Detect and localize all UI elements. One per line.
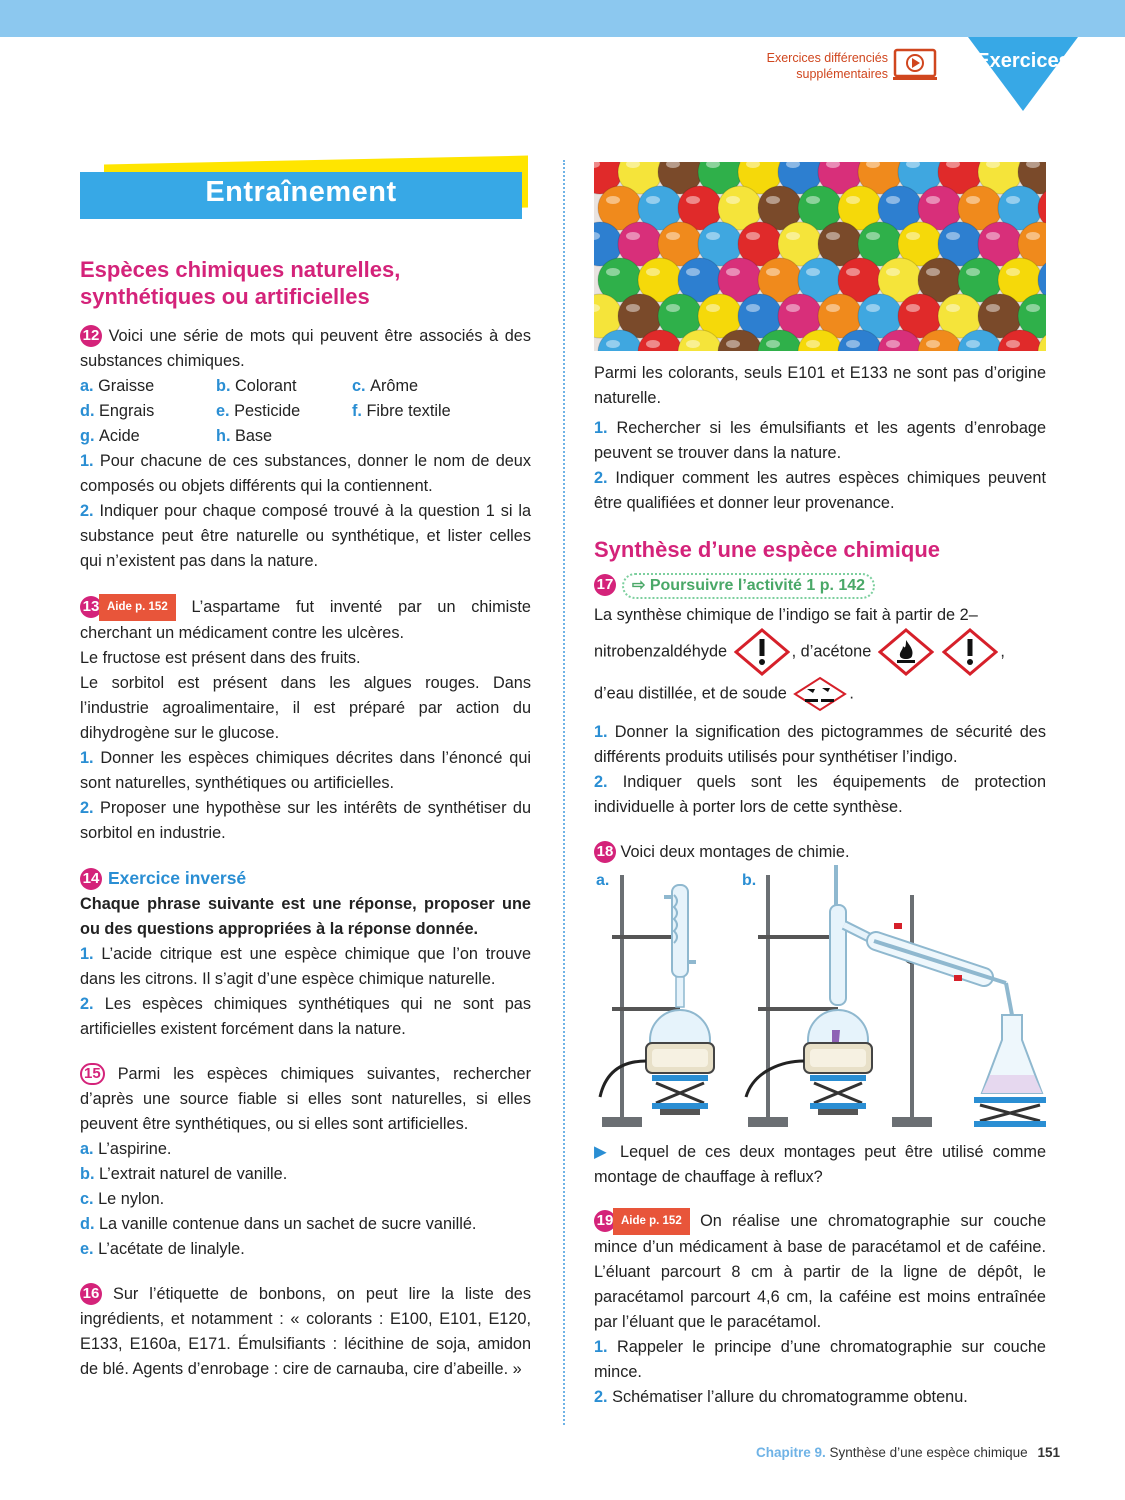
list-item: d. La vanille contenue dans un sachet de sucre vanillé.	[80, 1215, 477, 1233]
question-1: 1. Rechercher si les émulsifiants et les agents d’enrobage peuvent se trouver dans la nature.	[594, 419, 1046, 462]
exercise-number: 19	[594, 1210, 616, 1232]
question-2: 2. Proposer une hypothèse sur les intérêts de synthétiser du sorbitol en industrie.	[80, 799, 531, 842]
footer-chapter: Chapitre 9.	[756, 1445, 826, 1460]
corrosive-icon	[793, 676, 847, 712]
section-title: Espèces chimiques naturelles, synthétiques ou artificielles	[80, 257, 401, 309]
exercise-17: 17 ⇨ Poursuivre l’activité 1 p. 142 La synthèse chimique de l’indigo se fait à partir de 2– nitrobenzaldéhyde , d’acétone , d’eau distillée, et de soude . 1. Donner la signification des pictogrammes de sécurité des différents produits utilisés pour synthétiser l’indigo. 2. Indiquer quels sont les équipements de protection individuelle à porter lors de cette synthèse.	[594, 573, 1046, 820]
list-item: b. L’extrait naturel de vanille.	[80, 1165, 288, 1183]
extra-exercises-link[interactable]	[740, 50, 888, 82]
setup-a-label: a.	[596, 872, 610, 889]
exercise-number: 17	[594, 574, 616, 596]
list-item: c. Le nylon.	[80, 1190, 165, 1208]
question-1: 1. L’acide citrique est une espèce chimique que l’on trouve dans les citrons. Il s’agit d’une espèce chimique naturelle.	[80, 945, 532, 988]
exercise-number: 13	[80, 596, 102, 618]
footer-title: Synthèse d’une espèce chimique	[829, 1445, 1028, 1460]
question-2: 2. Indiquer comment les autres espèces chimiques peuvent être qualifiées et donner leur provenance.	[594, 469, 1046, 512]
question-1: 1. Pour chacune de ces substances, donner le nom de deux composés ou objets différents qui la contiennent.	[80, 452, 531, 495]
extra-line2: supplémentaires	[796, 67, 888, 81]
list-item: e. L’acétate de linalyle.	[80, 1240, 245, 1258]
page-number: 151	[1037, 1445, 1060, 1460]
exercise-16-continued: Parmi les colorants, seuls E101 et E133 ne sont pas d’origine naturelle. 1. Rechercher si les émulsifiants et les agents d’enrobage peuvent se trouver dans la nature. 2. Indiquer comment les autres espèces chimiques peuvent être qualifiées et donner leur provenance.	[594, 361, 1046, 516]
exercise-18: 18 Voici deux montages de chimie. a. b. ▶ Lequel de ces deux montages peut être utilisé comme montage de chauffage à reflux?	[594, 840, 1046, 1190]
exercise-intro: Voici une série de mots qui peuvent être associés à des substances chimiques.	[80, 327, 532, 370]
extra-line1: Exercices différenciés	[766, 51, 888, 65]
question-2: 2. Schématiser l’allure du chromatogramme obtenu.	[594, 1388, 968, 1406]
exclamation-hazard-icon	[942, 628, 998, 676]
exercise-12: 12 Voici une série de mots qui peuvent être associés à des substances chimiques. a. Graisse b. Colorant c. Arôme d. Engrais e. Pesticide f. Fibre textile g. Acide h. Base 1. Pour chacune de ces substances, donner le nom de deux composés ou objets différents qui la contiennent. 2. Indiquer pour chaque composé trouvé à la question 1 si la substance peut être naturelle ou synthétique, et lister celles qui n’existent pas dans la nature.	[80, 324, 531, 574]
flammable-flame-icon	[878, 628, 934, 676]
exercise-text: Le sorbitol est présent dans les algues rouges. Dans l’industrie agroalimentaire, il est préparé par action du dihydrogène sur le glucose.	[80, 674, 531, 742]
exercise-text: Le fructose est présent dans des fruits.	[80, 649, 361, 667]
help-badge[interactable]: Aide p. 152	[613, 1208, 690, 1235]
exercise-number: 14	[80, 868, 102, 890]
exercise-question: ▶ Lequel de ces deux montages peut être utilisé comme montage de chauffage à reflux?	[594, 1143, 1046, 1186]
exercise-13: 13 Aide p. 152 L’aspartame fut inventé par un chimiste cherchant un médicament contre les ulcères. Le fructose est présent dans des fruits. Le sorbitol est présent dans les algues rouges. Dans l’industrie agroalimentaire, il est préparé par action du dihydrogène sur le glucose. 1. Donner les espèces chimiques décrites dans l’énoncé qui sont naturelles, synthétiques ou artificielles. 2. Proposer une hypothèse sur les intérêts de synthétiser du sorbitol en industrie.	[80, 594, 531, 846]
question-2: 2. Indiquer pour chaque composé trouvé à la question 1 si la substance peut être naturelle ou synthétique, et lister celles qui n’existent pas dans la nature.	[80, 502, 532, 570]
question-1: 1. Rappeler le principe d’une chromatographie sur couche mince.	[594, 1338, 1046, 1381]
candies-photo	[594, 162, 1046, 351]
question-1: 1. Donner la signification des pictogrammes de sécurité des différents produits utilisés pour synthétiser l’indigo.	[594, 723, 1047, 766]
health-hazard-exclamation-icon	[734, 628, 790, 676]
left-column	[80, 162, 531, 1382]
setup-b	[746, 865, 1046, 1127]
setup-b-label: b.	[742, 872, 757, 889]
banner-title: Entraînement	[205, 176, 397, 208]
exercise-number: 12	[80, 325, 102, 347]
exercise-instruction: Chaque phrase suivante est une réponse, proposer une ou des questions appropriées à la réponse donnée.	[80, 895, 531, 938]
exercise-19: 19 Aide p. 152 On réalise une chromatographie sur couche mince d’un médicament à base de paracétamol et de caféine. L’éluant parcourt 8 cm à partir de la ligne de dépôt, le paracétamol parcourt 4,6 cm, la caféine est moins entraînée par l’éluant que le paracétamol. 1. Rappeler le principe d’une chromatographie sur couche mince. 2. Schématiser l’allure du chromatogramme obtenu.	[594, 1208, 1046, 1410]
exercise-number: 15	[80, 1063, 105, 1085]
setup-a	[600, 875, 714, 1127]
section-title: Synthèse d’une espèce chimique	[594, 537, 941, 562]
question-2: 2. Indiquer quels sont les équipements de protection individuelle à porter lors de cette synthèse.	[594, 773, 1047, 816]
question-2: 2. Les espèces chimiques synthétiques qui ne sont pas artificielles existent forcément dans la nature.	[80, 995, 531, 1038]
exercise-number: 16	[80, 1283, 102, 1305]
exercices-tab[interactable]: Exercices	[976, 50, 1070, 72]
list-item: a. L’aspirine.	[80, 1140, 172, 1158]
right-column	[594, 162, 1046, 1410]
activity-link[interactable]: ⇨ Poursuivre l’activité 1 p. 142	[622, 573, 875, 599]
help-badge[interactable]: Aide p. 152	[99, 594, 176, 621]
page-footer	[756, 1445, 1060, 1460]
exercise-15: 15 Parmi les espèces chimiques suivantes, rechercher d’après une source fiable si elles sont naturelles, si elles peuvent être synthétiques, ou si elles sont artificielles. a. L’aspirine. b. L’extrait naturel de vanille. c. Le nylon. d. La vanille contenue dans un sachet de sucre vanillé. e. L’acétate de linalyle.	[80, 1062, 531, 1262]
exercise-title: Exercice inversé	[108, 868, 247, 888]
exercices-tab-shape	[968, 37, 1078, 111]
entrainement-banner	[80, 162, 531, 220]
video-screen-icon[interactable]	[893, 48, 939, 84]
column-divider	[563, 160, 565, 1425]
exercise-number: 18	[594, 841, 616, 863]
question-1: 1. Donner les espèces chimiques décrites dans l’énoncé qui sont naturelles, synthétiques ou artificielles.	[80, 749, 531, 792]
exercise-14	[80, 866, 531, 1042]
top-bar	[0, 0, 1125, 37]
lab-setups-illustration	[594, 865, 1046, 1135]
exercise-16: 16 Sur l’étiquette de bonbons, on peut lire la liste des ingrédients, et notamment : « colorants : E100, E101, E120, E133, E160a, E171. Émulsifiants : lécithine de soja, amidon de blé. Agents d’enrobage : cire de carnauba, cire d’abeille. »	[80, 1285, 531, 1378]
